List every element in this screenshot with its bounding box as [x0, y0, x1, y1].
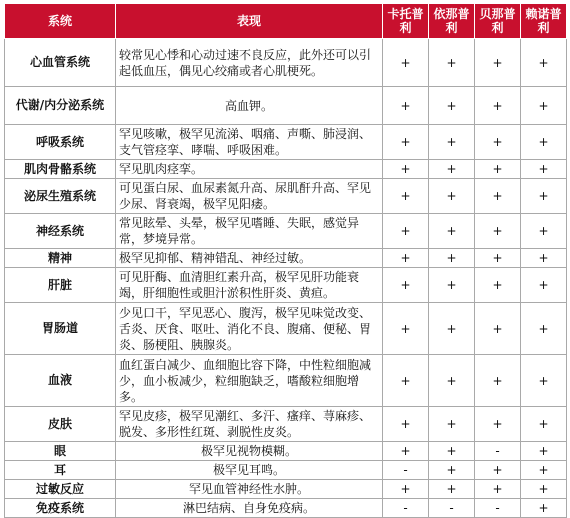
reaction-mark-cell: +	[475, 303, 521, 355]
reaction-mark-cell: +	[475, 179, 521, 214]
reaction-mark-cell: +	[383, 125, 429, 160]
reaction-mark-cell: +	[429, 442, 475, 461]
system-cell: 精神	[5, 249, 116, 268]
reaction-mark-cell: +	[429, 480, 475, 499]
reaction-mark-cell: +	[383, 268, 429, 303]
table-row	[5, 355, 567, 407]
table-row	[5, 249, 567, 268]
reaction-mark-cell: +	[521, 214, 567, 249]
reaction-mark-cell: +	[475, 480, 521, 499]
system-cell: 胃肠道	[5, 303, 116, 355]
reaction-mark-cell: +	[475, 39, 521, 87]
reaction-mark-cell: +	[429, 214, 475, 249]
description-cell: 较常见心悸和心动过速不良反应，此外还可以引起低血压，偶见心绞痛或者心肌梗死。	[116, 39, 383, 87]
description-cell: 罕见咳嗽，极罕见流涕、咽痛、声嘶、肺浸润、支气管痉挛、哮喘、呼吸困难。	[116, 125, 383, 160]
reaction-mark-cell: +	[429, 249, 475, 268]
reaction-mark-cell: +	[521, 407, 567, 442]
reaction-mark-cell: +	[521, 303, 567, 355]
description-cell: 少见口干，罕见恶心、腹泻，极罕见味觉改变、舌炎、厌食、呕吐、消化不良、腹痛、便秘、胃炎、肠梗阻、胰腺炎。	[116, 303, 383, 355]
reaction-mark-cell: +	[429, 39, 475, 87]
table-row	[5, 160, 567, 179]
reaction-mark-cell: +	[521, 268, 567, 303]
header-drug-enalapril: 依那普利	[429, 4, 475, 39]
header-drug-benazepril: 贝那普利	[475, 4, 521, 39]
reaction-mark-cell: +	[383, 442, 429, 461]
reaction-mark-cell: +	[521, 249, 567, 268]
system-cell: 神经系统	[5, 214, 116, 249]
reaction-mark-cell: +	[383, 39, 429, 87]
header-drug-lisinopril: 赖诺普利	[521, 4, 567, 39]
reaction-mark-cell: +	[383, 407, 429, 442]
reaction-mark-cell: +	[429, 125, 475, 160]
reaction-mark-cell: +	[429, 303, 475, 355]
reaction-mark-cell: -	[383, 461, 429, 480]
table-row	[5, 499, 567, 518]
reaction-mark-cell: +	[475, 407, 521, 442]
reaction-mark-cell: +	[383, 160, 429, 179]
reaction-mark-cell: +	[521, 125, 567, 160]
table-row	[5, 480, 567, 499]
description-cell: 极罕见抑郁、精神错乱、神经过敏。	[116, 249, 383, 268]
table-row	[5, 214, 567, 249]
reaction-mark-cell: +	[429, 87, 475, 125]
description-cell: 常见眩晕、头晕，极罕见嗜睡、失眠，感觉异常，梦境异常。	[116, 214, 383, 249]
reaction-mark-cell: +	[429, 268, 475, 303]
reaction-mark-cell: +	[383, 214, 429, 249]
table-row	[5, 268, 567, 303]
table-row	[5, 125, 567, 160]
reaction-mark-cell: +	[521, 442, 567, 461]
reaction-mark-cell: +	[521, 499, 567, 518]
description-cell: 罕见血管神经性水肿。	[116, 480, 383, 499]
description-cell: 血红蛋白减少、血细胞比容下降，中性粒细胞减少，血小板减少，粒细胞缺乏，嗜酸粒细胞增多。	[116, 355, 383, 407]
reaction-mark-cell: +	[475, 461, 521, 480]
system-cell: 过敏反应	[5, 480, 116, 499]
system-cell: 耳	[5, 461, 116, 480]
reaction-mark-cell: +	[383, 249, 429, 268]
system-cell: 呼吸系统	[5, 125, 116, 160]
reaction-mark-cell: +	[521, 87, 567, 125]
system-cell: 肌肉骨骼系统	[5, 160, 116, 179]
header-description: 表现	[116, 4, 383, 39]
table-header	[5, 4, 567, 39]
reaction-mark-cell: +	[429, 179, 475, 214]
description-cell: 高血钾。	[116, 87, 383, 125]
description-cell: 罕见皮疹，极罕见潮红、多汗、瘙痒、荨麻疹、脱发、多形性红斑、剥脱性皮炎。	[116, 407, 383, 442]
description-cell: 极罕见耳鸣。	[116, 461, 383, 480]
table-row	[5, 461, 567, 480]
reaction-mark-cell: -	[475, 499, 521, 518]
header-drug-captopril: 卡托普利	[383, 4, 429, 39]
reaction-mark-cell: +	[383, 87, 429, 125]
reaction-mark-cell: +	[521, 179, 567, 214]
reaction-mark-cell: +	[475, 268, 521, 303]
reaction-mark-cell: -	[429, 499, 475, 518]
reaction-mark-cell: +	[383, 303, 429, 355]
system-cell: 眼	[5, 442, 116, 461]
reaction-mark-cell: +	[383, 179, 429, 214]
system-cell: 心血管系统	[5, 39, 116, 87]
reaction-mark-cell: +	[521, 480, 567, 499]
reaction-mark-cell: +	[475, 87, 521, 125]
reaction-mark-cell: +	[475, 249, 521, 268]
reaction-mark-cell: +	[475, 125, 521, 160]
description-cell: 可见肝酶、血清胆红素升高，极罕见肝功能衰竭，肝细胞性或胆汁淤积性肝炎、黄疸。	[116, 268, 383, 303]
reaction-mark-cell: -	[475, 442, 521, 461]
reaction-mark-cell: +	[429, 160, 475, 179]
reaction-mark-cell: +	[475, 355, 521, 407]
reaction-mark-cell: +	[521, 160, 567, 179]
description-cell: 罕见肌肉痉挛。	[116, 160, 383, 179]
adverse-reaction-table-container	[4, 3, 567, 518]
system-cell: 皮肤	[5, 407, 116, 442]
adverse-reaction-table	[4, 3, 567, 518]
reaction-mark-cell: +	[521, 39, 567, 87]
system-cell: 泌尿生殖系统	[5, 179, 116, 214]
description-cell: 可见蛋白尿、血尿素氮升高、尿肌酐升高、罕见少尿、肾衰竭，极罕见阳痿。	[116, 179, 383, 214]
reaction-mark-cell: +	[429, 461, 475, 480]
system-cell: 肝脏	[5, 268, 116, 303]
table-row	[5, 303, 567, 355]
header-system: 系统	[5, 4, 116, 39]
table-body	[5, 39, 567, 518]
reaction-mark-cell: +	[521, 355, 567, 407]
table-row	[5, 179, 567, 214]
reaction-mark-cell: -	[383, 499, 429, 518]
system-cell: 免疫系统	[5, 499, 116, 518]
description-cell: 极罕见视物模糊。	[116, 442, 383, 461]
description-cell: 淋巴结病、自身免疫病。	[116, 499, 383, 518]
reaction-mark-cell: +	[429, 407, 475, 442]
table-row	[5, 39, 567, 87]
reaction-mark-cell: +	[475, 160, 521, 179]
reaction-mark-cell: +	[429, 355, 475, 407]
header-row	[5, 4, 567, 39]
table-row	[5, 407, 567, 442]
reaction-mark-cell: +	[521, 461, 567, 480]
reaction-mark-cell: +	[475, 214, 521, 249]
reaction-mark-cell: +	[383, 480, 429, 499]
reaction-mark-cell: +	[383, 355, 429, 407]
table-row	[5, 442, 567, 461]
system-cell: 血液	[5, 355, 116, 407]
table-row	[5, 87, 567, 125]
system-cell: 代谢/内分泌系统	[5, 87, 116, 125]
